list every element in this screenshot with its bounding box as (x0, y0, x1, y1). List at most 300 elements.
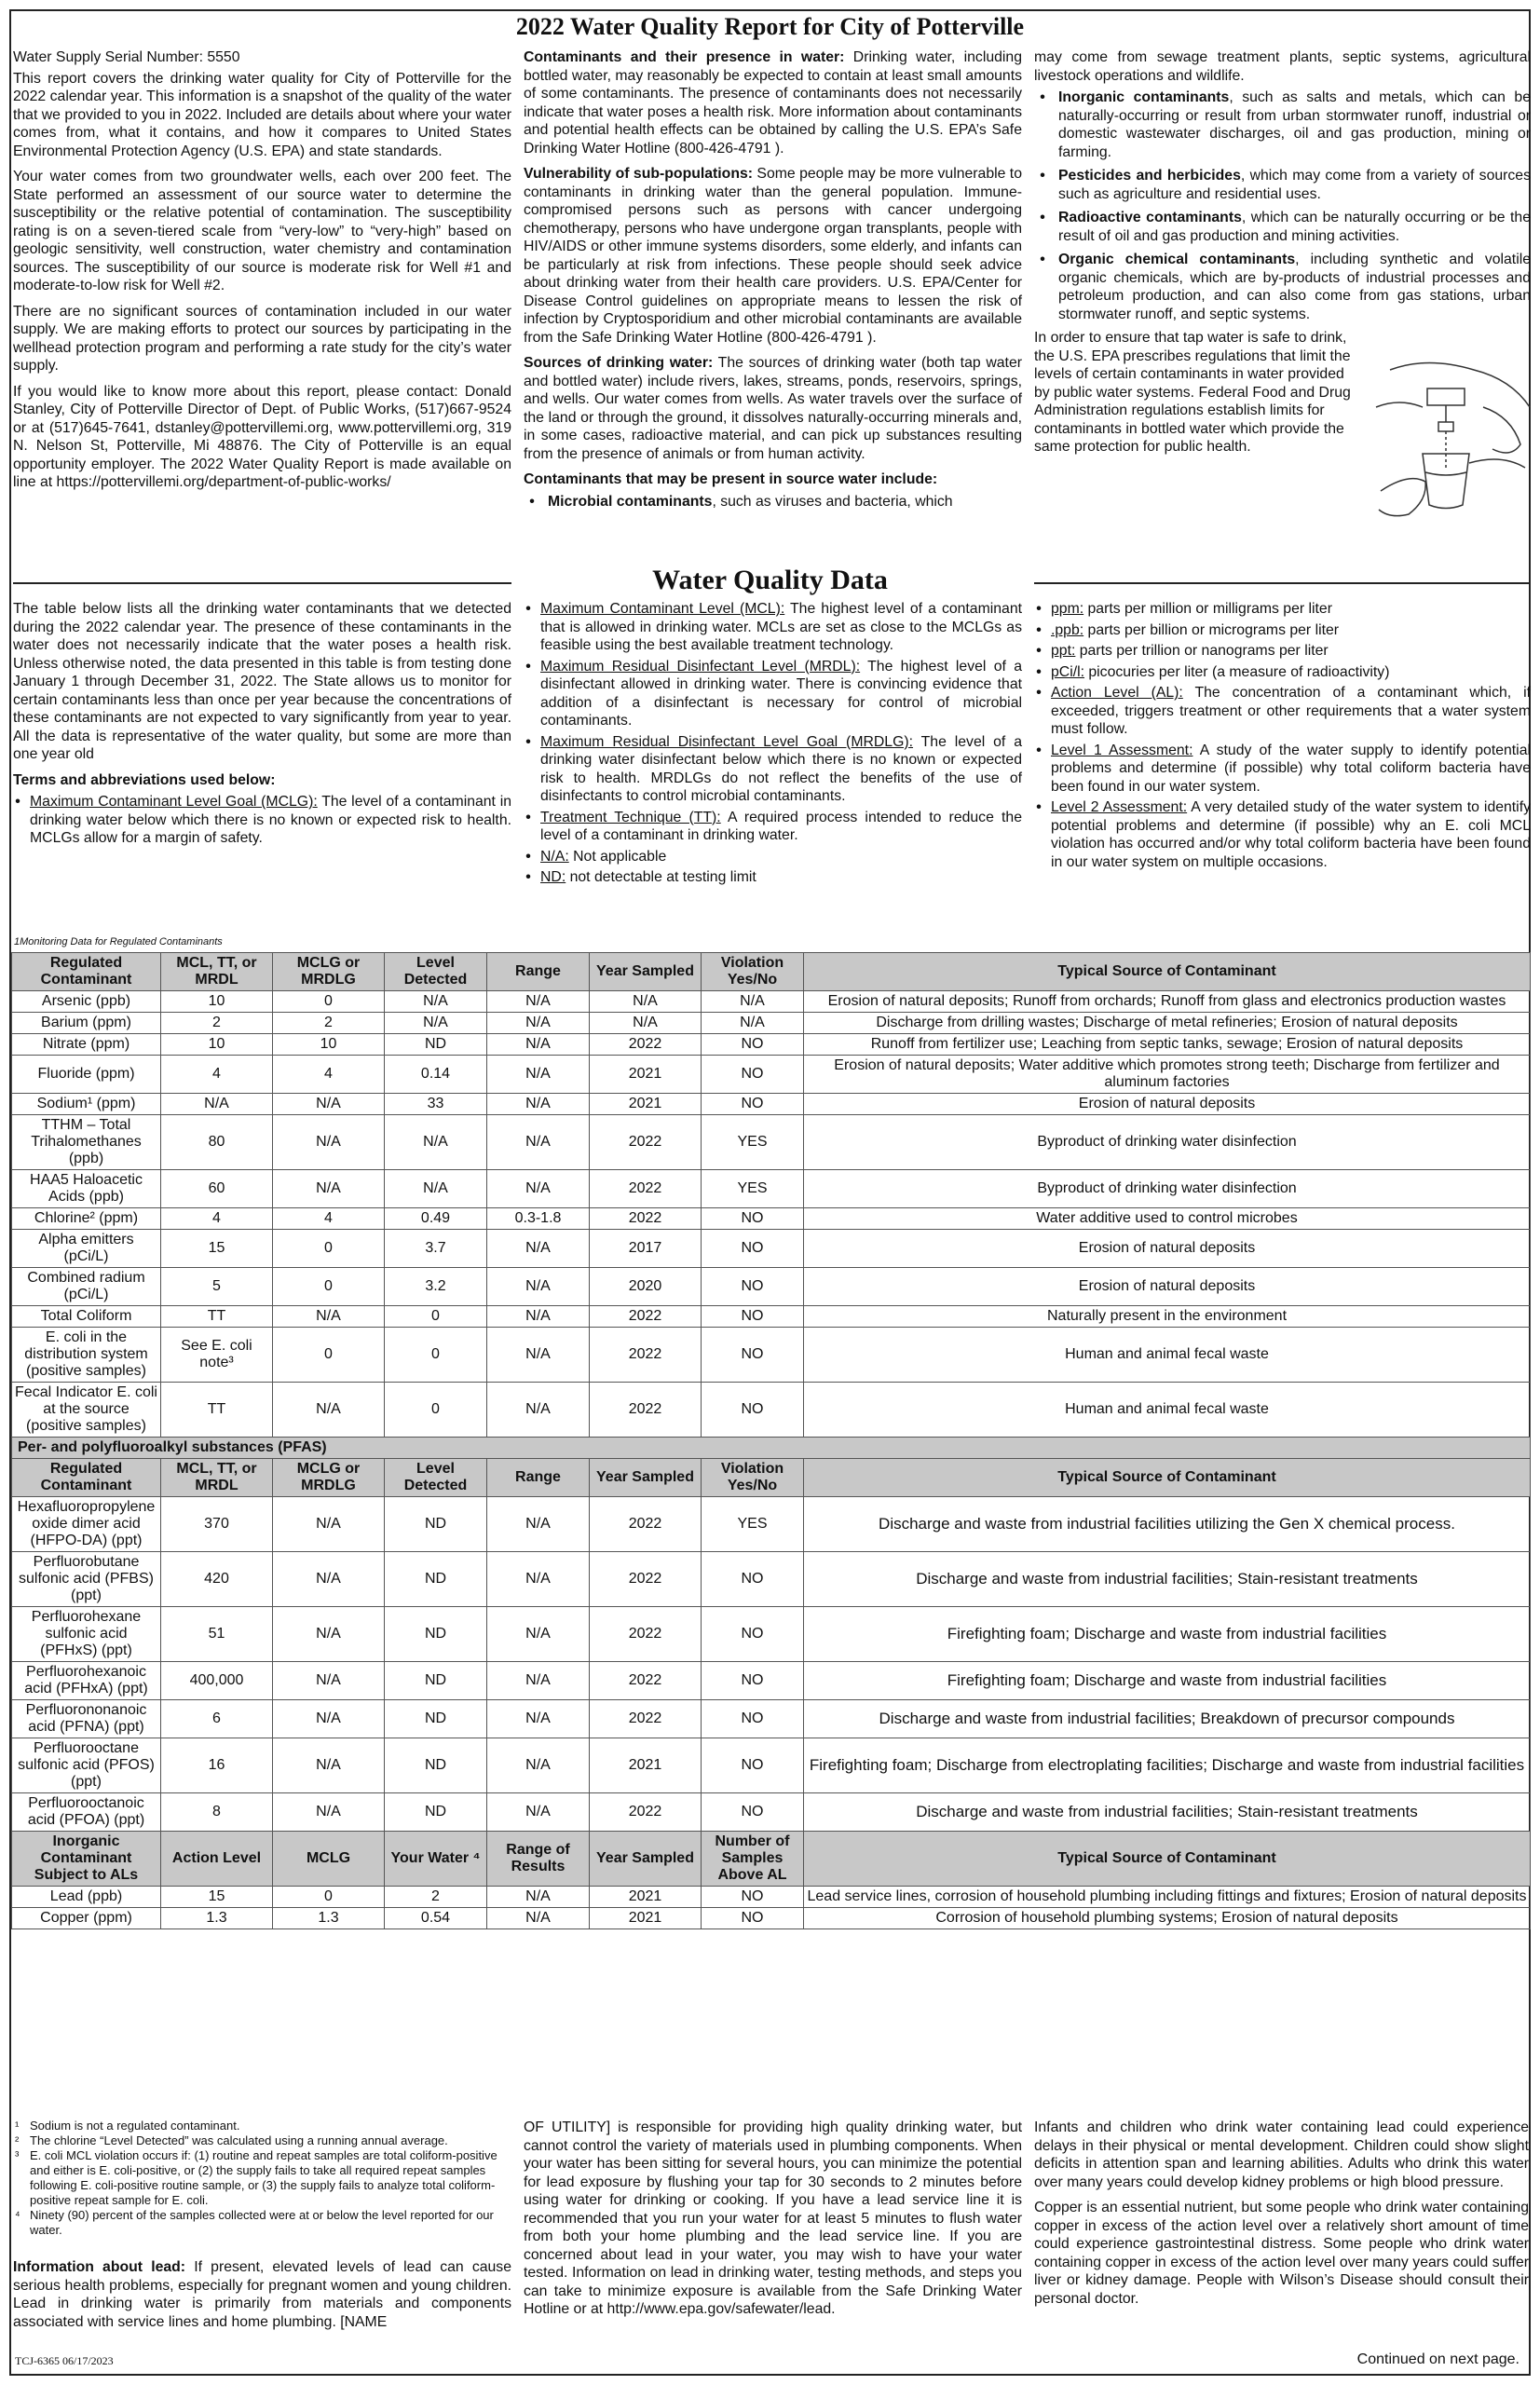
value-cell: ND (385, 1793, 487, 1832)
value-cell: NO (702, 1887, 804, 1908)
term-definition: The highest level of a disinfectant allowed in drinking water. There is convincing evidence that addition of a disinfectant is necessary for control of microbial contaminants. (540, 658, 1022, 729)
value-cell: N/A (273, 1662, 385, 1700)
column-header: MCLG or MRDLG (273, 1459, 385, 1497)
bullet-icon: • (1040, 168, 1045, 184)
column-header: Level Detected (385, 1459, 487, 1497)
source-cell: Human and animal fecal waste (804, 1328, 1531, 1383)
contaminants-column (524, 48, 1022, 516)
term-label: ppm: (1051, 601, 1084, 617)
value-cell: NO (702, 1056, 804, 1094)
value-cell: 0.49 (385, 1208, 487, 1230)
source-cell: Lead service lines, corrosion of household plumbing including fittings and fixtures; Erosion of natural deposits (804, 1887, 1531, 1908)
term-label: Maximum Residual Disinfectant Level (MRDL): (540, 658, 861, 675)
term-definition: A very detailed study of the water system to identify potential problems and determine (if possible) why an E. coli MCL violation has occurred and/or why total coliform bacteria have been found in our water system on multiple occasions. (1051, 799, 1531, 870)
term-definition: parts per trillion or nanograms per liter (1075, 643, 1329, 659)
bullet-microbial (524, 493, 1022, 511)
bullet-icon: • (525, 601, 531, 617)
wq-intro-column (13, 600, 511, 853)
table-row (12, 1056, 1531, 1094)
contaminant-name: Alpha emitters (pCi/L) (12, 1230, 161, 1268)
bullet-icon: • (1040, 252, 1045, 267)
value-cell: NO (702, 1094, 804, 1115)
table-row (12, 1700, 1531, 1738)
value-cell: 2021 (590, 1056, 702, 1094)
value-cell: 2021 (590, 1908, 702, 1929)
report-page (9, 9, 1531, 2376)
lead-info-column (13, 2258, 511, 2331)
bullet-pesticides (1034, 167, 1531, 203)
term-label: Action Level (AL): (1051, 685, 1183, 701)
bullet-label: Organic chemical contaminants (1058, 252, 1296, 267)
source-cell: Discharge and waste from industrial facilities; Breakdown of precursor compounds (804, 1700, 1531, 1738)
footnote-marker: ³ (15, 2148, 20, 2162)
bullet-icon: • (1036, 621, 1042, 638)
column-header: Range of Results (487, 1832, 590, 1887)
value-cell: 370 (161, 1497, 273, 1552)
column-header: Regulated Contaminant (12, 953, 161, 991)
column-header: MCLG or MRDLG (273, 953, 385, 991)
value-cell: 0 (385, 1383, 487, 1438)
table-caption: 1Monitoring Data for Regulated Contaminants (14, 936, 223, 947)
value-cell: N/A (487, 1170, 590, 1208)
value-cell: N/A (385, 1013, 487, 1034)
column-header: Violation Yes/No (702, 1459, 804, 1497)
value-cell: YES (702, 1170, 804, 1208)
value-cell: 2021 (590, 1738, 702, 1793)
column-header: MCL, TT, or MRDL (161, 1459, 273, 1497)
term-label: N/A: (540, 848, 569, 865)
value-cell: N/A (385, 1170, 487, 1208)
value-cell: N/A (273, 1306, 385, 1328)
term-na (524, 848, 1022, 866)
source-cell: Discharge from drilling wastes; Discharge of metal refineries; Erosion of natural deposits (804, 1013, 1531, 1034)
table-row (12, 1306, 1531, 1328)
contaminant-name: TTHM – Total Trihalomethanes (ppb) (12, 1115, 161, 1170)
value-cell: 2022 (590, 1115, 702, 1170)
term-definition: not detectable at testing limit (566, 869, 756, 885)
contaminant-name: Total Coliform (12, 1306, 161, 1328)
value-cell: 2022 (590, 1208, 702, 1230)
value-cell: 0 (385, 1328, 487, 1383)
value-cell: N/A (273, 1170, 385, 1208)
value-cell: N/A (487, 1306, 590, 1328)
value-cell: N/A (590, 1013, 702, 1034)
term-definition: A study of the water supply to identify potential problems and determine (if possible) why total coliform bacteria have been found in our water system. (1051, 742, 1531, 795)
footnote (15, 2133, 513, 2148)
value-cell: 0 (273, 1887, 385, 1908)
contaminant-name: Chlorine² (ppm) (12, 1208, 161, 1230)
value-cell: ND (385, 1497, 487, 1552)
value-cell: 33 (385, 1094, 487, 1115)
term-definition: The level of a contaminant in drinking water below which there is no known or expected risk to health. MCLGs allow for a margin of safety. (30, 794, 511, 846)
bullet-label: Microbial contaminants (548, 493, 713, 510)
term-mcl (524, 600, 1022, 655)
table-row (12, 1793, 1531, 1832)
term-label: Maximum Contaminant Level Goal (MCLG): (30, 794, 318, 810)
value-cell: NO (702, 1306, 804, 1328)
bullet-icon: • (525, 809, 531, 825)
value-cell: N/A (487, 1497, 590, 1552)
contaminant-name: Perfluorooctane sulfonic acid (PFOS) (ppt) (12, 1738, 161, 1793)
value-cell: N/A (161, 1094, 273, 1115)
value-cell: NO (702, 1552, 804, 1607)
source-cell: Erosion of natural deposits (804, 1230, 1531, 1268)
source-cell: Firefighting foam; Discharge and waste from industrial facilities (804, 1662, 1531, 1700)
table-row (12, 1497, 1531, 1552)
bullet-icon: • (525, 869, 531, 885)
report-title: 2022 Water Quality Report for City of Potterville (515, 13, 1025, 40)
value-cell: N/A (273, 1738, 385, 1793)
value-cell: ND (385, 1662, 487, 1700)
value-cell: 0.3-1.8 (487, 1208, 590, 1230)
value-cell: 4 (161, 1208, 273, 1230)
table-row (12, 1115, 1531, 1170)
value-cell: 2020 (590, 1268, 702, 1306)
term-definition: parts per billion or micrograms per liter (1083, 621, 1340, 638)
term-label: Level 2 Assessment: (1051, 799, 1188, 815)
value-cell: N/A (273, 1700, 385, 1738)
term-label: pCi/l: (1051, 663, 1084, 680)
source-cell: Human and animal fecal waste (804, 1383, 1531, 1438)
column-header: Typical Source of Contaminant (804, 1459, 1531, 1497)
value-cell: 10 (161, 991, 273, 1013)
value-cell: 4 (273, 1056, 385, 1094)
table-row (12, 1607, 1531, 1662)
term-definition: The concentration of a contaminant which, if exceeded, triggers treatment or other requirements that a water system must follow. (1051, 685, 1531, 737)
bullet-icon: • (1036, 685, 1042, 701)
source-cell: Water additive used to control microbes (804, 1208, 1531, 1230)
sources-heading: Sources of drinking water: (524, 355, 714, 371)
value-cell: 0.54 (385, 1908, 487, 1929)
bullet-icon: • (525, 658, 531, 675)
value-cell: NO (702, 1662, 804, 1700)
source-cell: Byproduct of drinking water disinfection (804, 1170, 1531, 1208)
vulnerability-text: Some people may be more vulnerable to contaminants in drinking water than the general population. Immune-compromised persons such as persons with cancer undergoing chemotherapy, persons who have undergone organ transplants, people with HIV/AIDS or other immune systems disorders, some elderly, and infants can be particularly at risk from infections. These people should seek advice about drinking water from their health care providers. U.S. EPA/Center for Disease Control guidelines on appropriate means to lessen the risk of infection by Cryptosporidium and other microbial contaminants are available from the Safe Drinking Water Hotline (800-426-4791 ). (524, 166, 1022, 346)
lead-info-column-3 (1034, 2119, 1529, 2308)
table-row (12, 1738, 1531, 1793)
term-ppt (1034, 642, 1531, 661)
value-cell: N/A (487, 991, 590, 1013)
term-level1 (1034, 742, 1531, 797)
term-mrdl (524, 658, 1022, 730)
value-cell: N/A (487, 1115, 590, 1170)
term-ppb (1034, 621, 1531, 640)
value-cell: YES (702, 1115, 804, 1170)
bullet-icon: • (1036, 643, 1042, 659)
value-cell: N/A (273, 1115, 385, 1170)
table-row (12, 1268, 1531, 1306)
source-cell: Discharge and waste from industrial facilities; Stain-resistant treatments (804, 1793, 1531, 1832)
value-cell: N/A (487, 1738, 590, 1793)
sources-text: The sources of drinking water (both tap water and bottled water) include rivers, lakes, streams, ponds, reservoirs, springs, and wells. Our water comes from wells. As water travels over the surface of the land or through the ground, it dissolves naturally-occurring minerals and, in some cases, radioactive material, and can pick up substances resulting from the presence of animals or from human activity. (524, 355, 1022, 462)
value-cell: 0 (273, 1268, 385, 1306)
lead-text-3: Infants and children who drink water containing lead could experience delays in their physical or mental development. Children could show slight deficits in attention span and learning abilities. Adults who drink this water over many years could develop kidney problems or high blood pressure. (1034, 2119, 1529, 2190)
footnote-marker: ¹ (15, 2119, 20, 2133)
contaminant-name: Perfluorooctanoic acid (PFOA) (ppt) (12, 1793, 161, 1832)
value-cell: ND (385, 1700, 487, 1738)
value-cell: 10 (161, 1034, 273, 1056)
value-cell: 2021 (590, 1094, 702, 1115)
column-header: Typical Source of Contaminant (804, 953, 1531, 991)
bullet-text: , such as salts and metals, which can be naturally-occurring or result from urban stormwater runoff, industrial or domestic wastewater discharges, oil and gas production, mining or farming. (1058, 89, 1532, 160)
bullet-icon: • (525, 848, 531, 865)
value-cell: 0.14 (385, 1056, 487, 1094)
value-cell: 80 (161, 1115, 273, 1170)
source-cell: Runoff from fertilizer use; Leaching from septic tanks, sewage; Erosion of natural deposits (804, 1034, 1531, 1056)
value-cell: 420 (161, 1552, 273, 1607)
microbial-continuation: may come from sewage treatment plants, septic systems, agricultural livestock operations and wildlife. (1034, 49, 1531, 84)
contact-paragraph: If you would like to know more about this report, please contact: Donald Stanley, City of Potterville Director of Dept. of Public Works, (517)667-9524 or at (517)645-7641, dstanley@pottervillemi.org, www.pottervillemi.org, 319 N. Nelson St, Potterville, Mi 48876. The City of Potterville is an equal opportunity employer. The 2022 Water Quality Report is made available on line at https://pottervillemi.org/department-of-public-works/ (13, 383, 511, 490)
continued-note: Continued on next page. (1356, 2351, 1520, 2367)
value-cell: N/A (273, 1552, 385, 1607)
bullet-icon: • (1036, 799, 1042, 815)
value-cell: 1.3 (273, 1908, 385, 1929)
column-header: MCL, TT, or MRDL (161, 953, 273, 991)
value-cell: TT (161, 1383, 273, 1438)
value-cell: N/A (385, 991, 487, 1013)
water-quality-title: Water Quality Data (652, 565, 888, 595)
value-cell: 2022 (590, 1034, 702, 1056)
source-cell: Byproduct of drinking water disinfection (804, 1115, 1531, 1170)
bullet-text: , such as viruses and bacteria, which (712, 493, 953, 510)
column-header: MCLG (273, 1832, 385, 1887)
value-cell: NO (702, 1383, 804, 1438)
lead-heading: Information about lead: (13, 2259, 186, 2275)
value-cell: N/A (273, 1497, 385, 1552)
value-cell: NO (702, 1328, 804, 1383)
lead-header-row (12, 1832, 1531, 1887)
term-definition: picocuries per liter (a measure of radioactivity) (1084, 663, 1390, 680)
bullet-icon: • (15, 794, 20, 810)
value-cell: 8 (161, 1793, 273, 1832)
value-cell: N/A (487, 1328, 590, 1383)
terms-heading: Terms and abbreviations used below: (13, 771, 276, 788)
contaminant-name: Combined radium (pCi/L) (12, 1268, 161, 1306)
term-definition: parts per million or milligrams per liter (1083, 601, 1332, 617)
contaminant-name: Copper (ppm) (12, 1908, 161, 1929)
value-cell: N/A (273, 1094, 385, 1115)
contaminant-name: Perfluorohexanoic acid (PFHxA) (ppt) (12, 1662, 161, 1700)
column-header: Number of Samples Above AL (702, 1832, 804, 1887)
footnote-text: E. coli MCL violation occurs if: (1) routine and repeat samples are total coliform-positive and either is E. coli-positive, or (2) the supply fails to take all required repeat samples following E. coli-positive routine sample, or (3) the supply fails to analyze total coliform-positive repeat sample for E. coli. (30, 2148, 497, 2207)
source-cell: Firefighting foam; Discharge and waste from industrial facilities (804, 1607, 1531, 1662)
source-cell: Erosion of natural deposits; Water additive which promotes strong teeth; Discharge from fertilizer and aluminum factories (804, 1056, 1531, 1094)
value-cell: 3.7 (385, 1230, 487, 1268)
value-cell: TT (161, 1306, 273, 1328)
table-row (12, 1094, 1531, 1115)
value-cell: 0 (273, 991, 385, 1013)
source-cell: Corrosion of household plumbing systems; Erosion of natural deposits (804, 1908, 1531, 1929)
lead-text-1: If present, elevated levels of lead can cause serious health problems, especially for pregnant women and young children. Lead in drinking water is primarily from materials and components associated with service lines and home plumbing. [NAME (13, 2259, 511, 2330)
bullet-label: Pesticides and herbicides (1058, 168, 1241, 184)
value-cell: N/A (487, 1056, 590, 1094)
term-label: Maximum Residual Disinfectant Level Goal (MRDLG): (540, 733, 914, 750)
table-header-row (12, 953, 1531, 991)
source-cell: Firefighting foam; Discharge from electroplating facilities; Discharge and waste from industrial facilities (804, 1738, 1531, 1793)
table-row (12, 1208, 1531, 1230)
bullet-inorganic (1034, 89, 1531, 161)
value-cell: 2022 (590, 1607, 702, 1662)
value-cell: 2022 (590, 1552, 702, 1607)
term-label: ppt: (1051, 643, 1076, 659)
bullet-icon: • (1036, 601, 1042, 617)
bullet-text: , including synthetic and volatile organic chemicals, which are by-products of industrial processes and petroleum production, and can also come from gas stations, urban stormwater runoff, and septic systems. (1058, 252, 1531, 322)
term-al (1034, 684, 1531, 739)
source-cell: Discharge and waste from industrial facilities utilizing the Gen X chemical process. (804, 1497, 1531, 1552)
table-row (12, 1908, 1531, 1929)
bullet-organic (1034, 251, 1531, 323)
term-definition: The highest level of a contaminant that is allowed in drinking water. MCLs are set as close to the MCLGs as feasible using the best available treatment technology. (540, 601, 1023, 653)
source-cell: Erosion of natural deposits (804, 1268, 1531, 1306)
table-row (12, 1383, 1531, 1438)
table-row (12, 1230, 1531, 1268)
term-label: Level 1 Assessment: (1051, 742, 1193, 758)
wells-paragraph: Your water comes from two groundwater wells, each over 200 feet. The State performed an assessment of our source water to determine the susceptibility or the relative potential of contamination. The susceptibility rating is on a seven-tiered scale from “very-low” to “very-high” based on geologic sensitivity, well construction, water chemistry and contamination sources. The susceptibility of our source is moderate risk for Well #1 and moderate-to-low risk for Well #2. (13, 169, 511, 293)
column-header: Range (487, 953, 590, 991)
pfas-header-row (12, 1459, 1531, 1497)
bullet-radioactive (1034, 209, 1531, 245)
protection-paragraph: There are no significant sources of contamination included in our water supply. We are making efforts to protect our sources by participating in the wellhead protection program and performing a rate study for the city’s water supply. (13, 303, 511, 374)
column-header: Violation Yes/No (702, 953, 804, 991)
value-cell: N/A (487, 1552, 590, 1607)
value-cell: 2022 (590, 1793, 702, 1832)
value-cell: 2022 (590, 1306, 702, 1328)
value-cell: NO (702, 1700, 804, 1738)
value-cell: ND (385, 1607, 487, 1662)
value-cell: N/A (487, 1268, 590, 1306)
serial-number: Water Supply Serial Number: 5550 (13, 49, 240, 65)
faucet-glass-illustration-icon (1371, 351, 1534, 528)
value-cell: 1.3 (161, 1908, 273, 1929)
column-header: Level Detected (385, 953, 487, 991)
terms-column-1 (524, 600, 1022, 890)
value-cell: N/A (487, 1700, 590, 1738)
terms-column-2 (1034, 600, 1531, 874)
vulnerability-heading: Vulnerability of sub-populations: (524, 166, 754, 182)
contaminant-name: Perfluorobutane sulfonic acid (PFBS) (ppt) (12, 1552, 161, 1607)
term-label: .ppb: (1051, 621, 1084, 638)
term-label: ND: (540, 869, 566, 885)
table-row (12, 1034, 1531, 1056)
value-cell: 3.2 (385, 1268, 487, 1306)
term-ppm (1034, 600, 1531, 619)
contaminant-name: Sodium¹ (ppm) (12, 1094, 161, 1115)
source-water-heading: Contaminants that may be present in source water include: (524, 471, 938, 487)
value-cell: ND (385, 1034, 487, 1056)
term-nd (524, 868, 1022, 887)
value-cell: N/A (487, 1887, 590, 1908)
contaminant-name: Fluoride (ppm) (12, 1056, 161, 1094)
contaminant-name: Arsenic (ppb) (12, 991, 161, 1013)
bullet-text: , which may come from a variety of sources such as agriculture and residential uses. (1058, 168, 1531, 202)
table-row (12, 991, 1531, 1013)
lead-text-2: OF UTILITY] is responsible for providing high quality drinking water, but cannot control the variety of materials used in plumbing components. When your water has been sitting for several hours, you can minimize the potential for lead exposure by flushing your tap for 30 seconds to 2 minutes before using water for drinking or cooking. If you have a lead service line it is recommended that you run your water for at least 5 minutes to flush water from both your home plumbing and the lead service line. If you are concerned about lead in your water, you may wish to have your water tested. Information on lead in drinking water, testing methods, and steps you can take to minimize exposure is available from the Safe Drinking Water Hotline or at http://www.epa.gov/safewater/lead. (524, 2119, 1022, 2317)
lead-info-column-2 (524, 2119, 1022, 2319)
table-row (12, 1170, 1531, 1208)
term-definition: Not applicable (568, 848, 667, 865)
value-cell: 10 (273, 1034, 385, 1056)
column-header: Your Water ⁴ (385, 1832, 487, 1887)
term-mclg (13, 793, 511, 848)
value-cell: ND (385, 1552, 487, 1607)
intro-column (13, 48, 511, 499)
value-cell: 2 (385, 1887, 487, 1908)
footnote-marker: ⁴ (15, 2208, 20, 2222)
value-cell: 2022 (590, 1383, 702, 1438)
bullet-label: Radioactive contaminants (1058, 210, 1242, 225)
column-header: Regulated Contaminant (12, 1459, 161, 1497)
footnote (15, 2119, 513, 2133)
value-cell: N/A (702, 1013, 804, 1034)
table-row (12, 1662, 1531, 1700)
value-cell: NO (702, 1738, 804, 1793)
value-cell: 15 (161, 1887, 273, 1908)
column-header: Year Sampled (590, 1832, 702, 1887)
wq-intro: The table below lists all the drinking water contaminants that we detected during the 2022 calendar year. The presence of these contaminants in the water does not necessarily indicate that the water poses a health risk. Unless otherwise noted, the data presented in this table is from testing done January 1 through December 31, 2022. The State allows us to monitor for certain contaminants less than once per year because the concentrations of these contaminants are not expected to vary significantly from year to year. All the data is representative of the water quality, but some are more than one year old (13, 601, 511, 762)
value-cell: 4 (161, 1056, 273, 1094)
value-cell: 51 (161, 1607, 273, 1662)
value-cell: N/A (702, 991, 804, 1013)
value-cell: 16 (161, 1738, 273, 1793)
value-cell: 2022 (590, 1328, 702, 1383)
column-header: Range (487, 1459, 590, 1497)
value-cell: NO (702, 1230, 804, 1268)
footnote-text: The chlorine “Level Detected” was calculated using a running annual average. (30, 2133, 448, 2147)
value-cell: 4 (273, 1208, 385, 1230)
column-header: Action Level (161, 1832, 273, 1887)
source-cell: Erosion of natural deposits; Runoff from orchards; Runoff from glass and electronics production wastes (804, 991, 1531, 1013)
value-cell: 2021 (590, 1887, 702, 1908)
bullet-text: , which can be naturally occurring or be the result of oil and gas production and mining activities. (1058, 210, 1531, 244)
contaminants-heading: Contaminants and their presence in water: (524, 49, 845, 65)
term-mrdlg (524, 733, 1022, 806)
water-quality-table (11, 952, 1531, 1929)
column-header: Year Sampled (590, 1459, 702, 1497)
value-cell: 0 (273, 1328, 385, 1383)
value-cell: 2 (161, 1013, 273, 1034)
bullet-icon: • (1040, 210, 1045, 225)
bullet-icon: • (1040, 89, 1045, 105)
value-cell: NO (702, 1607, 804, 1662)
value-cell: See E. coli note³ (161, 1328, 273, 1383)
value-cell: NO (702, 1034, 804, 1056)
term-label: Maximum Contaminant Level (MCL): (540, 601, 785, 617)
value-cell: NO (702, 1268, 804, 1306)
contaminant-name: Perfluorononanoic acid (PFNA) (ppt) (12, 1700, 161, 1738)
copper-text: Copper is an essential nutrient, but some people who drink water containing copper in excess of the action level over a relatively short amount of time could experience gastrointestinal distress. Some people who drink water containing copper in excess of the action level over many years could suffer liver or kidney damage. People with Wilson’s Disease should consult their personal doctor. (1034, 2200, 1529, 2307)
value-cell: 2022 (590, 1170, 702, 1208)
footnotes (15, 2119, 513, 2238)
pfas-section-title: Per- and polyfluoroalkyl substances (PFAS) (12, 1438, 1531, 1459)
table-row (12, 1328, 1531, 1383)
value-cell: YES (702, 1497, 804, 1552)
pfas-section-row (12, 1438, 1531, 1459)
value-cell: 60 (161, 1170, 273, 1208)
contaminant-name: Fecal Indicator E. coli at the source (positive samples) (12, 1383, 161, 1438)
bullet-label: Inorganic contaminants (1058, 89, 1230, 105)
footnote (15, 2208, 513, 2238)
value-cell: N/A (487, 1607, 590, 1662)
term-definition: A required process intended to reduce the level of a contaminant in drinking water. (540, 809, 1022, 843)
contaminant-name: HAA5 Haloacetic Acids (ppb) (12, 1170, 161, 1208)
value-cell: N/A (487, 1034, 590, 1056)
value-cell: N/A (487, 1230, 590, 1268)
value-cell: NO (702, 1208, 804, 1230)
footnote-text: Ninety (90) percent of the samples collected were at or below the level reported for our water. (30, 2208, 494, 2237)
value-cell: N/A (487, 1013, 590, 1034)
value-cell: 2022 (590, 1662, 702, 1700)
term-pci (1034, 663, 1531, 682)
